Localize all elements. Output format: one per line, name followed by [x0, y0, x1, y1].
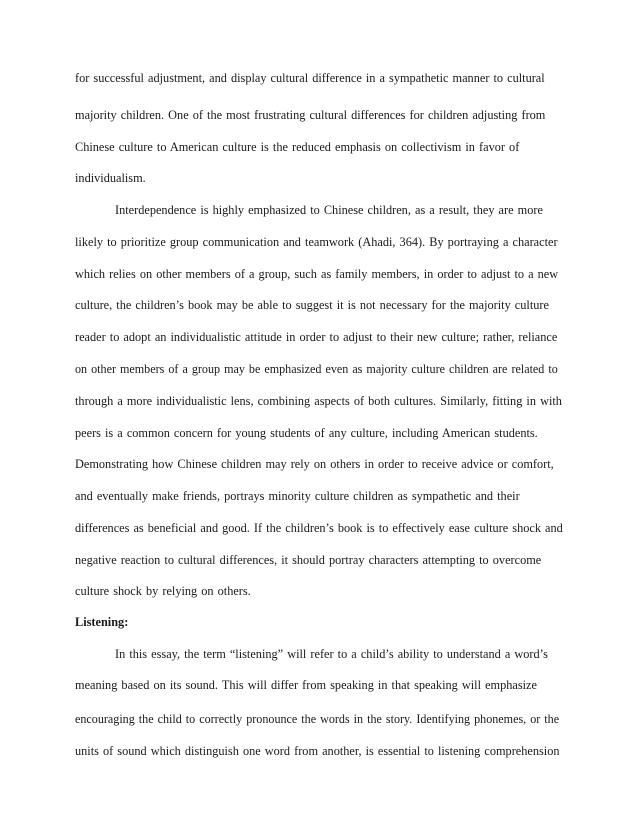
- paragraph-line: majority children. One of the most frustrating cultural differences for children adjusting from: [75, 108, 546, 122]
- paragraph-first-line: Interdependence is highly emphasized to Chinese children, as a result, they are more: [115, 203, 543, 217]
- paragraph-line: for successful adjustment, and display cultural difference in a sympathetic manner to cultural: [75, 71, 545, 85]
- paragraph-line: culture, the children’s book may be able to suggest it is not necessary for the majority culture: [75, 298, 549, 312]
- paragraph-line: likely to prioritize group communication and teamwork (Ahadi, 364). By portraying a character: [75, 235, 558, 249]
- paragraph-line: peers is a common concern for young students of any culture, including American students.: [75, 426, 538, 440]
- paragraph-line: units of sound which distinguish one word from another, is essential to listening comprehension: [75, 744, 560, 758]
- paragraph-line: which relies on other members of a group, such as family members, in order to adjust to a new: [75, 267, 559, 281]
- paragraph-line: individualism.: [75, 171, 146, 185]
- paragraph-line: Chinese culture to American culture is the reduced emphasis on collectivism in favor of: [75, 140, 520, 154]
- paragraph-line: encouraging the child to correctly pronounce the words in the story. Identifying phonemes, or the: [75, 712, 560, 726]
- paragraph-first-line: In this essay, the term “listening” will refer to a child’s ability to understand a word’s: [115, 647, 548, 661]
- paragraph-line: through a more individualistic lens, combining aspects of both cultures. Similarly, fitting in with: [75, 394, 562, 408]
- paragraph-line: meaning based on its sound. This will differ from speaking in that speaking will emphasize: [75, 678, 537, 692]
- paragraph-line: on other members of a group may be emphasized even as majority culture children are related to: [75, 362, 558, 376]
- paragraph-line: reader to adopt an individualistic attitude in order to adjust to their new culture; rather, reliance: [75, 330, 558, 344]
- paragraph-line: and eventually make friends, portrays minority culture children as sympathetic and their: [75, 489, 520, 503]
- paragraph-line: Demonstrating how Chinese children may rely on others in order to receive advice or comfort,: [75, 457, 554, 471]
- paragraph-line: negative reaction to cultural differences, it should portray characters attempting to overcome: [75, 553, 542, 567]
- section-heading: Listening:: [75, 615, 129, 629]
- paragraph-line: differences as beneficial and good. If the children’s book is to effectively ease culture shock and: [75, 521, 563, 535]
- paragraph-line: culture shock by relying on others.: [75, 584, 251, 598]
